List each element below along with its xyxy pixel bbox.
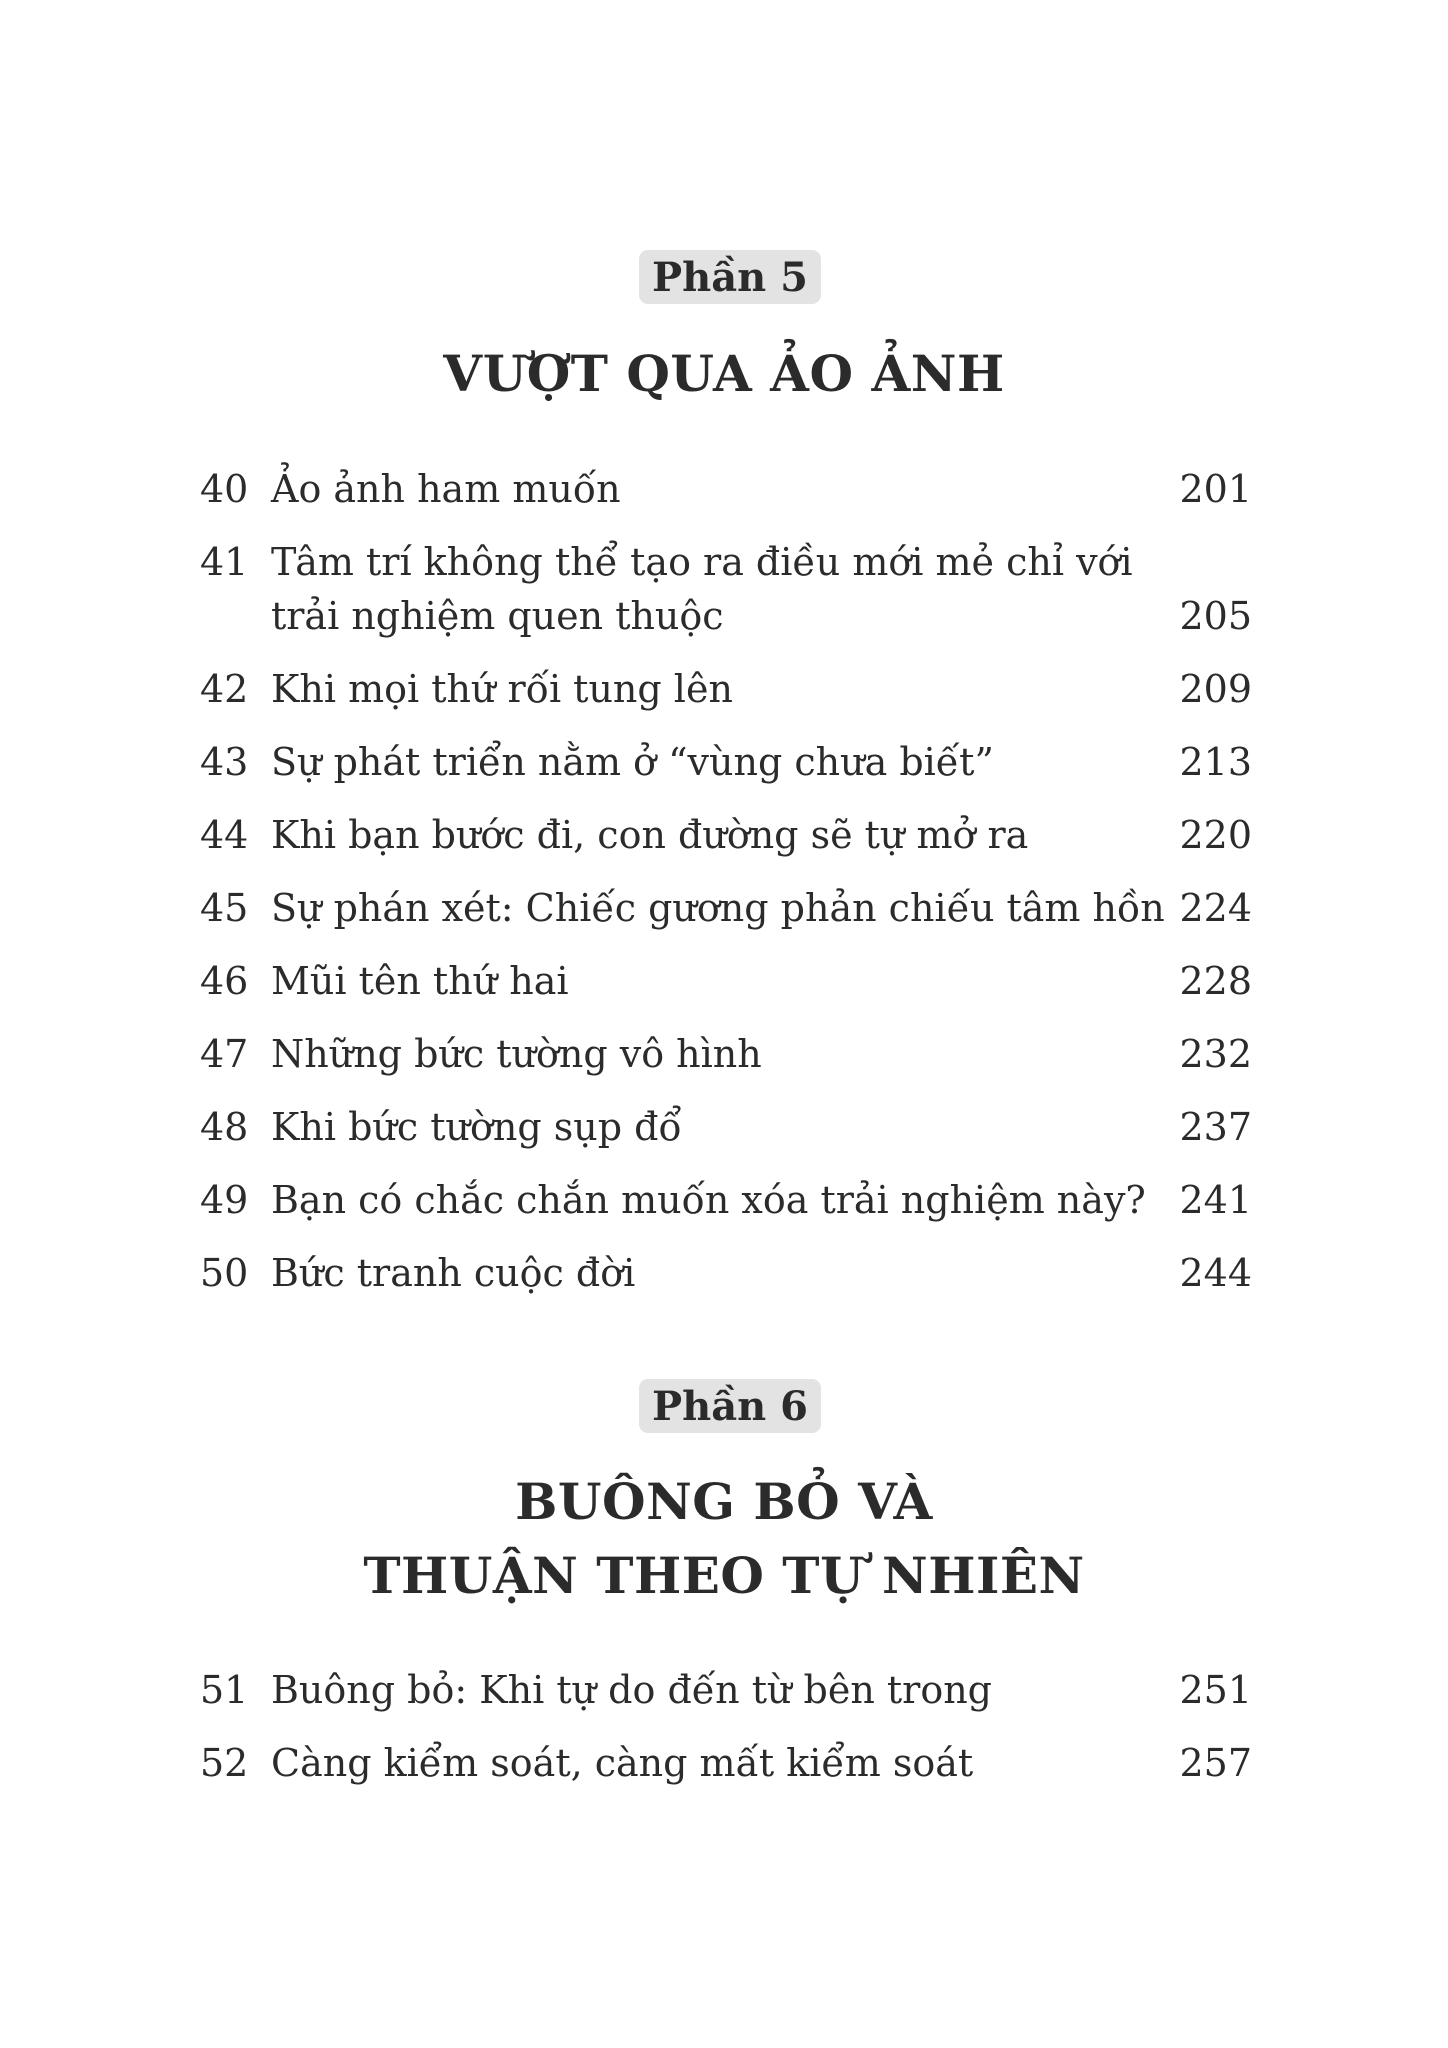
entry-title: Mũi tên thứ hai (271, 959, 569, 1003)
entry-number: 42 (200, 667, 249, 711)
entry-number: 46 (200, 959, 249, 1003)
part-5-label: Phần 5 (652, 253, 808, 301)
entry-page: 201 (1179, 467, 1252, 511)
entry-number: 51 (200, 1668, 249, 1712)
entry-title-line-2: trải nghiệm quen thuộc (271, 594, 724, 638)
part-5-title: VƯỢT QUA ẢO ẢNH (443, 344, 1005, 403)
entry-title: Khi mọi thứ rối tung lên (271, 667, 733, 711)
entry-title: Buông bỏ: Khi tự do đến từ bên trong (271, 1668, 992, 1712)
entry-number: 44 (200, 813, 249, 857)
entry-title: Ảo ảnh ham muốn (271, 467, 621, 511)
entry-page: 237 (1179, 1105, 1252, 1149)
entry-number: 47 (200, 1032, 249, 1076)
entry-page: 205 (1179, 594, 1252, 638)
entry-page: 241 (1179, 1178, 1252, 1222)
entry-number: 50 (200, 1251, 249, 1295)
entry-title: Tâm trí không thể tạo ra điều mới mẻ chỉ với (271, 540, 1133, 584)
entry-page: 257 (1179, 1741, 1252, 1785)
part-6-title-line-2: THUẬN THEO TỰ NHIÊN (363, 1546, 1085, 1605)
entry-title: Những bức tường vô hình (271, 1032, 762, 1076)
entry-page: 213 (1179, 740, 1252, 784)
entry-page: 232 (1179, 1032, 1252, 1076)
entry-number: 45 (200, 886, 249, 930)
entry-number: 48 (200, 1105, 249, 1149)
entry-title: Khi bức tường sụp đổ (271, 1105, 682, 1149)
part-5-badge (639, 250, 821, 304)
entry-page: 224 (1179, 886, 1252, 930)
entry-title: Khi bạn bước đi, con đường sẽ tự mở ra (271, 813, 1029, 857)
part-6-title-line-1: BUÔNG BỎ VÀ (515, 1472, 933, 1531)
entry-title: Bạn có chắc chắn muốn xóa trải nghiệm này? (271, 1178, 1146, 1222)
entry-number: 49 (200, 1178, 249, 1222)
entry-title: Bức tranh cuộc đời (271, 1251, 636, 1295)
entry-title: Sự phát triển nằm ở “vùng chưa biết” (271, 740, 994, 784)
entry-page: 228 (1179, 959, 1252, 1003)
part-6-badge (639, 1379, 821, 1433)
part-6-label: Phần 6 (652, 1382, 808, 1430)
entry-number: 41 (200, 540, 249, 584)
entry-page: 251 (1179, 1668, 1252, 1712)
entry-number: 52 (200, 1741, 249, 1785)
entry-title: Sự phán xét: Chiếc gương phản chiếu tâm hồn (271, 886, 1165, 930)
entry-page: 244 (1179, 1251, 1252, 1295)
entry-number: 40 (200, 467, 249, 511)
entry-title: Càng kiểm soát, càng mất kiểm soát (271, 1741, 974, 1785)
entry-page: 220 (1179, 813, 1252, 857)
entry-page: 209 (1179, 667, 1252, 711)
entry-number: 43 (200, 740, 249, 784)
